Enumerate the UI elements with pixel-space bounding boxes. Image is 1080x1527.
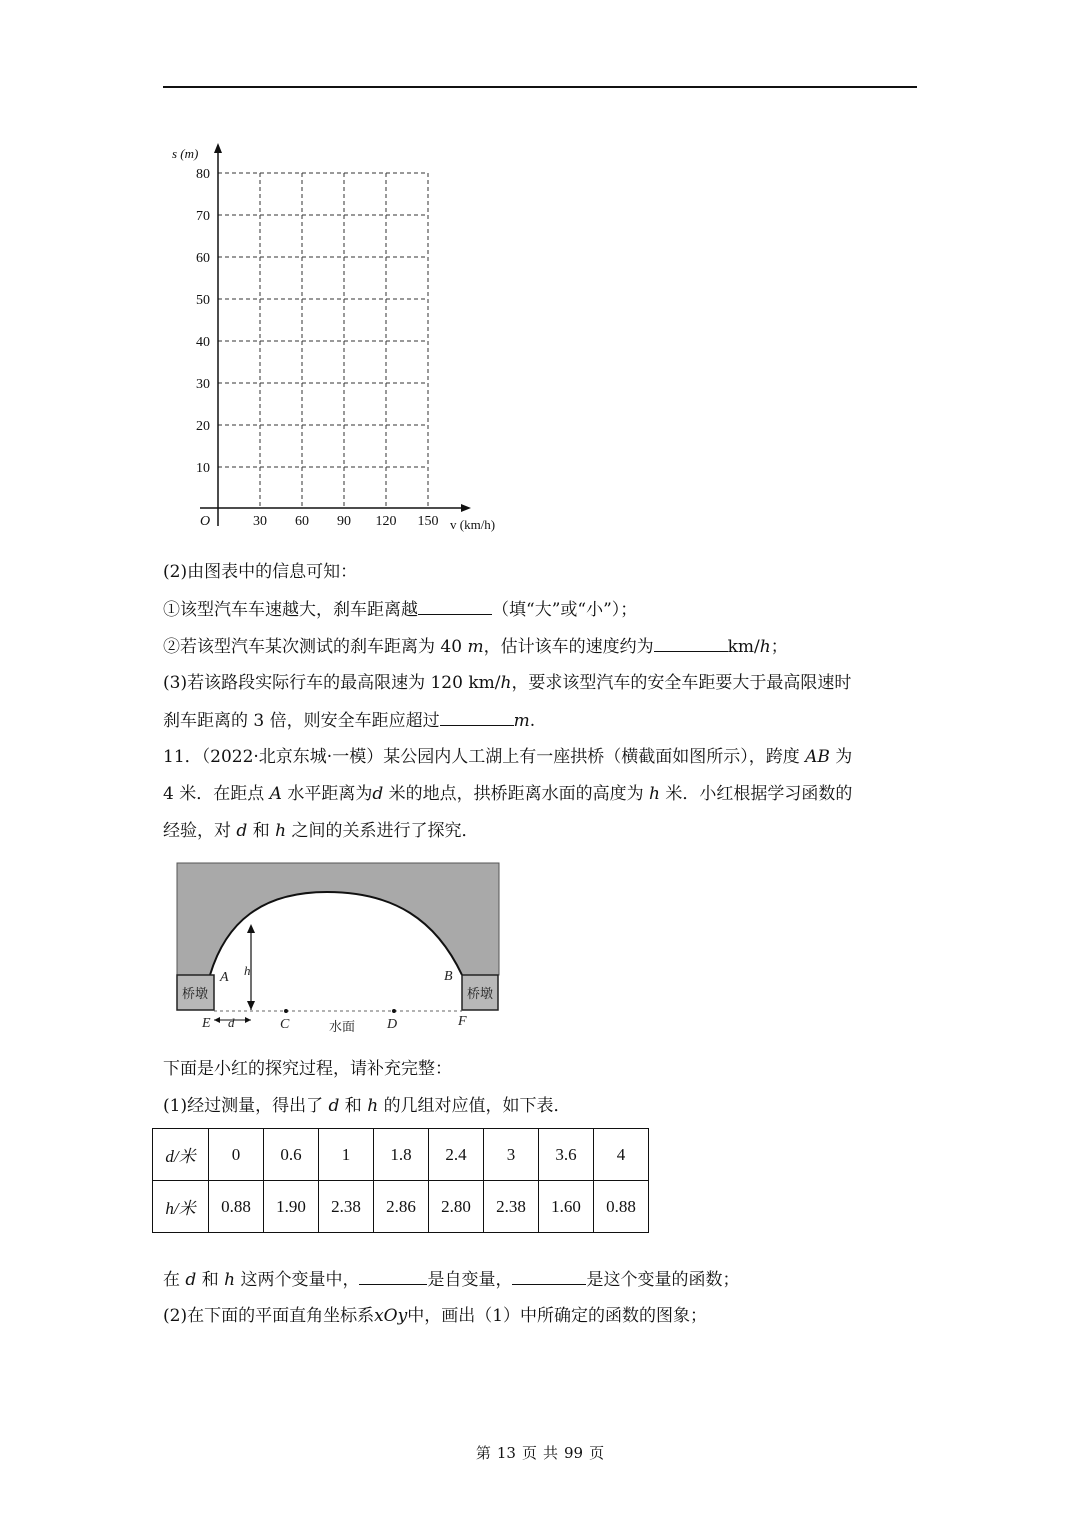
y-axis-label: s (m) — [172, 146, 199, 161]
q10-item2: ②若该型汽车某次测试的刹车距离为 40 m，估计该车的速度约为 km/h； — [163, 637, 788, 657]
answer-blank[interactable] — [512, 1268, 586, 1285]
table-cell: 2.38 — [484, 1181, 539, 1233]
table-cell: 2.80 — [429, 1181, 484, 1233]
table-cell: 3.6 — [539, 1129, 594, 1181]
page-footer: 第 13 页 共 99 页 — [475, 1444, 605, 1462]
table-cell: 3 — [484, 1129, 539, 1181]
bridge-body — [177, 863, 499, 975]
table-cell: 2.86 — [374, 1181, 429, 1233]
q11-line2: 4 米．在距点 A 水平距离为d 米的地点，拱桥距离水面的高度为 h 米．小红根据学习函数的 — [163, 784, 853, 804]
q11-fill-variables: 在 d 和 h 这两个变量中， 是自变量， 是这个变量的函数； — [163, 1270, 740, 1290]
answer-blank[interactable] — [440, 709, 514, 726]
point-c — [284, 1009, 288, 1013]
table-cell: 2.4 — [429, 1129, 484, 1181]
d-arrow-left — [214, 1017, 220, 1023]
table-cell: 1.90 — [264, 1181, 319, 1233]
y-tick: 60 — [196, 251, 210, 266]
label-d: d — [228, 1015, 235, 1030]
table-row — [153, 1129, 649, 1181]
q10-part2-title: (2)由图表中的信息可知： — [163, 562, 358, 582]
q11-part2: (2)在下面的平面直角坐标系xOy中，画出（1）中所确定的函数的图象； — [163, 1306, 708, 1326]
table-cell: 1.60 — [539, 1181, 594, 1233]
y-axis-arrow — [214, 143, 222, 153]
x-axis-label: v (km/h) — [450, 517, 496, 532]
arch-bridge-figure — [174, 860, 534, 1035]
y-tick: 40 — [196, 335, 210, 350]
x-tick: 120 — [375, 514, 397, 529]
header-rule — [163, 86, 917, 88]
row-header-d: d/米 — [153, 1129, 209, 1181]
y-tick: 50 — [196, 293, 210, 308]
q10-part3: (3)若该路段实际行车的最高限速为 120 km/h，要求该型汽车的安全车距要大于最高限速时 — [163, 673, 852, 693]
x-tick: 30 — [253, 514, 267, 529]
table-cell: 0.6 — [264, 1129, 319, 1181]
q10-part3-line2: 刹车距离的 3 倍，则安全车距应超过 m. — [163, 711, 536, 731]
x-tick: 90 — [337, 514, 351, 529]
table-row — [153, 1181, 649, 1233]
label-e: E — [202, 1016, 211, 1031]
label-f: F — [458, 1014, 467, 1029]
y-tick: 70 — [196, 209, 210, 224]
h-arrow-bottom — [247, 1001, 255, 1010]
q11-part1: (1)经过测量，得出了 d 和 h 的几组对应值，如下表． — [163, 1096, 571, 1116]
d-arrow-right — [245, 1017, 251, 1023]
y-tick: 10 — [196, 461, 210, 476]
y-tick: 20 — [196, 419, 210, 434]
table-cell: 0.88 — [209, 1181, 264, 1233]
x-axis-arrow — [461, 504, 471, 512]
label-c: C — [280, 1017, 290, 1032]
pier-left-label: 桥墩 — [181, 987, 209, 1002]
q11-line1: 11．（2022·北京东城·一模）某公园内人工湖上有一座拱桥（横截面如图所示），跨度 AB 为 — [163, 747, 853, 767]
row-header-h: h/米 — [153, 1181, 209, 1233]
x-tick: 150 — [417, 514, 439, 529]
q11-line3: 经验，对 d 和 h 之间的关系进行了探究． — [163, 821, 479, 841]
answer-blank[interactable] — [359, 1268, 427, 1285]
label-b: B — [444, 969, 453, 984]
grid-lines — [218, 173, 428, 508]
x-tick: 60 — [295, 514, 309, 529]
pier-right-label: 桥墩 — [466, 987, 494, 1002]
speed-distance-grid — [160, 138, 520, 538]
q10-item1: ①该型汽车车速越大，刹车距离越 （填“大”或“小”）； — [163, 600, 638, 620]
table-cell: 1.8 — [374, 1129, 429, 1181]
table-cell: 0 — [209, 1129, 264, 1181]
answer-blank[interactable] — [418, 598, 492, 615]
total-pages: 99 — [564, 1444, 584, 1462]
label-h: h — [244, 963, 251, 978]
origin-label: O — [200, 514, 211, 529]
h-arrow-top — [247, 924, 255, 933]
water-label: 水面 — [328, 1020, 356, 1035]
table-cell: 4 — [594, 1129, 649, 1181]
label-a: A — [220, 970, 229, 985]
point-d — [392, 1009, 396, 1013]
d-h-value-table — [152, 1128, 649, 1233]
q11-intro: 下面是小红的探究过程，请补充完整： — [163, 1059, 452, 1079]
y-tick: 80 — [196, 167, 210, 182]
label-point-d: D — [387, 1017, 398, 1032]
table-cell: 0.88 — [594, 1181, 649, 1233]
table-cell: 2.38 — [319, 1181, 374, 1233]
page-number: 13 — [496, 1444, 516, 1462]
table-cell: 1 — [319, 1129, 374, 1181]
answer-blank[interactable] — [654, 635, 728, 652]
y-tick: 30 — [196, 377, 210, 392]
